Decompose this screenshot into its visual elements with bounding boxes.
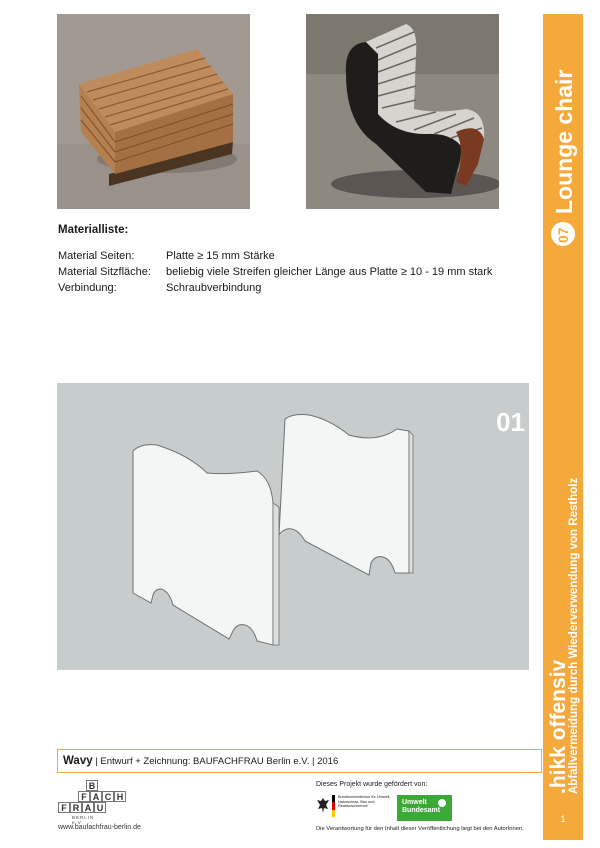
agency-name-line1: Umwelt xyxy=(402,799,427,806)
ministry-logo xyxy=(316,795,398,817)
leaf-icon xyxy=(438,799,446,807)
logo-letter: C xyxy=(102,791,114,802)
logo-letter: A xyxy=(90,791,102,802)
material-value: beliebig viele Streifen gleicher Länge aus Platte ≥ 10 - 19 mm stark xyxy=(166,266,493,278)
material-label: Material Seiten: xyxy=(58,250,135,262)
side-panels-illustration xyxy=(57,383,529,670)
logo-letter: F xyxy=(58,802,70,813)
page-number: 1 xyxy=(560,814,566,824)
sidebar-title: Lounge chair xyxy=(551,69,577,214)
logo-letter: R xyxy=(70,802,82,813)
lounge-chair-photo xyxy=(306,14,499,209)
disclaimer: Die Verantwortung für den Inhalt dieser Veröffentlichung liegt bei den AutorInnen. xyxy=(316,826,524,832)
bench-photo xyxy=(57,14,250,209)
sidebar xyxy=(543,14,583,840)
credit-text: | Entwurf + Zeichnung: BAUFACHFRAU Berlin e.V. | 2016 xyxy=(92,756,339,767)
umweltbundesamt-logo xyxy=(397,795,452,821)
material-value: Platte ≥ 15 mm Stärke xyxy=(166,250,275,262)
logo-letter: A xyxy=(82,802,94,813)
material-row xyxy=(58,264,492,280)
sidebar-number: 07 xyxy=(555,227,571,243)
eagle-icon xyxy=(316,795,330,817)
number-badge xyxy=(551,222,575,246)
material-row xyxy=(58,280,492,296)
ministry-name: Bundesministerium für Umwelt, Naturschutz, Bau und Reaktorsicherheit xyxy=(338,795,391,808)
material-label: Verbindung: xyxy=(58,282,117,294)
funding-text: Dieses Projekt wurde gefördert von: xyxy=(316,781,428,788)
logo-letter: F xyxy=(78,791,90,802)
assembly-drawing xyxy=(57,383,529,670)
logo-letter: U xyxy=(94,802,106,813)
material-value: Schraubverbindung xyxy=(166,282,262,294)
flag-icon xyxy=(332,795,335,817)
brand-tagline: Abfallvermeidung durch Wiederverwendung von Restholz xyxy=(568,477,580,794)
logo-subtitle: BERLIN e.V. xyxy=(72,815,95,825)
material-list-heading: Materialliste: xyxy=(58,224,129,236)
agency-name-line2: Bundesamt xyxy=(402,807,441,814)
drawing-number: 01 xyxy=(496,407,525,437)
material-row xyxy=(58,248,492,264)
logo-letter: B xyxy=(86,780,98,791)
logo-letter: H xyxy=(114,791,126,802)
brand-name: .hikk offensiv xyxy=(547,659,570,794)
material-list xyxy=(58,222,492,296)
website-link[interactable]: www.baufachfrau-berlin.de xyxy=(58,824,141,831)
design-name: Wavy xyxy=(63,755,93,767)
credit-box xyxy=(57,749,542,773)
material-label: Material Sitzfläche: xyxy=(58,266,151,278)
